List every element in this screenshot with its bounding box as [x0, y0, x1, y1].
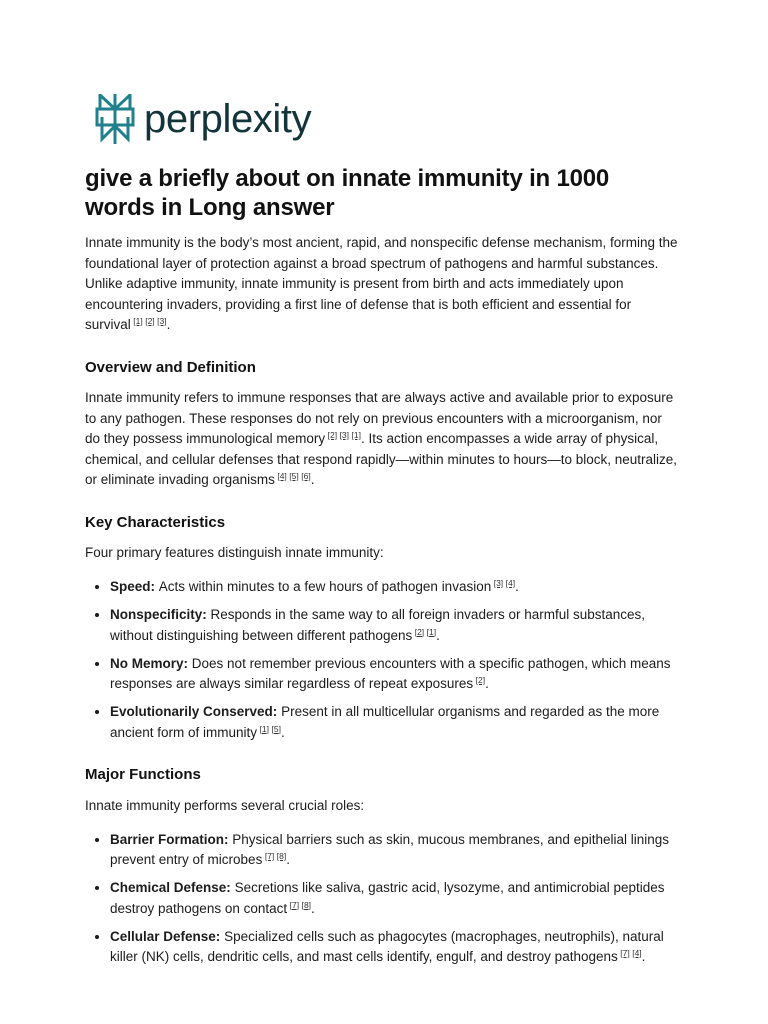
- citation-link[interactable]: [3]: [339, 430, 350, 440]
- item-text: Acts within minutes to a few hours of pathogen invasion: [158, 579, 492, 594]
- citation-link[interactable]: [5]: [289, 471, 299, 481]
- functions-list: [85, 830, 680, 968]
- characteristics-list: [85, 577, 680, 743]
- list-item: [110, 654, 680, 695]
- citation-link[interactable]: [4]: [632, 948, 642, 958]
- citation-link[interactable]: [4]: [277, 471, 287, 481]
- item-text: Does not remember previous encounters with a specific pathogen, which means responses are always similar regardless of repeat exposures: [110, 655, 671, 691]
- citation-link[interactable]: [1]: [259, 723, 270, 734]
- citation-link[interactable]: [3]: [493, 578, 504, 588]
- citation-link[interactable]: [8]: [276, 851, 287, 861]
- citation-link[interactable]: [1]: [133, 316, 143, 326]
- citation-link[interactable]: [2]: [475, 675, 486, 685]
- item-label: No Memory:: [110, 655, 189, 671]
- citation-link[interactable]: [1]: [426, 626, 437, 637]
- sentence-end: .: [641, 949, 646, 964]
- citation-link[interactable]: [7]: [620, 948, 630, 958]
- citation-link[interactable]: [7]: [264, 851, 275, 861]
- sentence-end: .: [485, 676, 489, 691]
- perplexity-logo-icon: [95, 93, 135, 145]
- item-text: Responds in the same way to all foreign invaders or harmful substances, without distinguishing between different pathogens: [110, 607, 646, 643]
- citation-link[interactable]: [2]: [327, 430, 338, 440]
- citation-link[interactable]: [2]: [145, 316, 155, 326]
- citation-link[interactable]: [1]: [351, 430, 361, 440]
- answer-content: [85, 164, 680, 968]
- sentence-end: .: [311, 900, 315, 916]
- sentence-end: .: [515, 579, 519, 594]
- item-label: Chemical Defense:: [110, 880, 231, 895]
- citation-link[interactable]: [3]: [157, 316, 167, 326]
- item-label: Evolutionarily Conserved:: [110, 704, 278, 719]
- citation-link[interactable]: [8]: [301, 899, 312, 910]
- citation-link[interactable]: [6]: [301, 471, 311, 481]
- sentence-end: .: [436, 627, 440, 643]
- perplexity-wordmark: perplexity: [144, 97, 312, 141]
- sentence-end: .: [286, 852, 290, 867]
- item-text: Present in all multicellular organisms and regarded as the more ancient form of immunity: [110, 704, 660, 740]
- sentence-end: .: [280, 724, 285, 740]
- item-text: Secretions like saliva, gastric acid, lysozyme, and antimicrobial peptides destroy pathogens on contact: [110, 880, 665, 916]
- overview-paragraph: [85, 388, 680, 491]
- intro-text: Innate immunity is the body’s most ancient, rapid, and nonspecific defense mechanism, forming the foundational layer of protection against a broad spectrum of pathogens and harmful substances. Unlike adaptive immunity, innate immunity is present from birth and acts immediately upon encountering invaders, providing a first line of defense that is both efficient and essential for survival: [85, 235, 678, 332]
- citation-link[interactable]: [2]: [414, 626, 425, 637]
- functions-lead: Innate immunity performs several crucial roles:: [85, 797, 365, 813]
- citation-link[interactable]: [7]: [289, 899, 300, 910]
- list-item: [110, 878, 680, 919]
- section-heading-overview: Overview and Definition: [85, 358, 256, 376]
- item-text: Physical barriers such as skin, mucous membranes, and epithelial linings prevent entry of microbes: [110, 831, 669, 867]
- page-title: give a briefly about on innate immunity in 1000 words in Long answer: [85, 165, 610, 221]
- section-heading-characteristics: Key Characteristics: [85, 513, 226, 531]
- citation-link[interactable]: [4]: [505, 578, 516, 588]
- list-item: [110, 702, 680, 743]
- item-label: Speed:: [110, 579, 156, 594]
- sentence-end: .: [310, 472, 315, 487]
- list-item: [110, 605, 680, 646]
- characteristics-lead: Four primary features distinguish innate immunity:: [85, 545, 384, 560]
- section-heading-functions: Major Functions: [85, 766, 201, 783]
- intro-paragraph: [85, 233, 680, 336]
- sentence-end: .: [166, 317, 171, 332]
- item-text: Specialized cells such as phagocytes (macrophages, neutrophils), natural killer (NK) cells, dendritic cells, and mast cells identify, engulf, and destroy pathogens: [110, 928, 664, 964]
- item-label: Cellular Defense:: [110, 928, 221, 944]
- list-item: [110, 830, 680, 871]
- overview-text-1: Innate immunity refers to immune responses that are always active and available prior to exposure to any pathogen. These responses do not rely on previous encounters with a microorganism, nor do they possess immunological memory: [85, 390, 674, 446]
- overview-text-2: . Its action encompasses a wide array of physical, chemical, and cellular defenses that respond rapidly—within minutes to hours—to block, neutralize, or eliminate invading organisms: [85, 431, 678, 487]
- list-item: [110, 577, 680, 598]
- citation-link[interactable]: [5]: [271, 723, 281, 734]
- list-item: [110, 927, 680, 968]
- item-label: Barrier Formation:: [110, 831, 229, 847]
- item-label: Nonspecificity:: [110, 607, 207, 622]
